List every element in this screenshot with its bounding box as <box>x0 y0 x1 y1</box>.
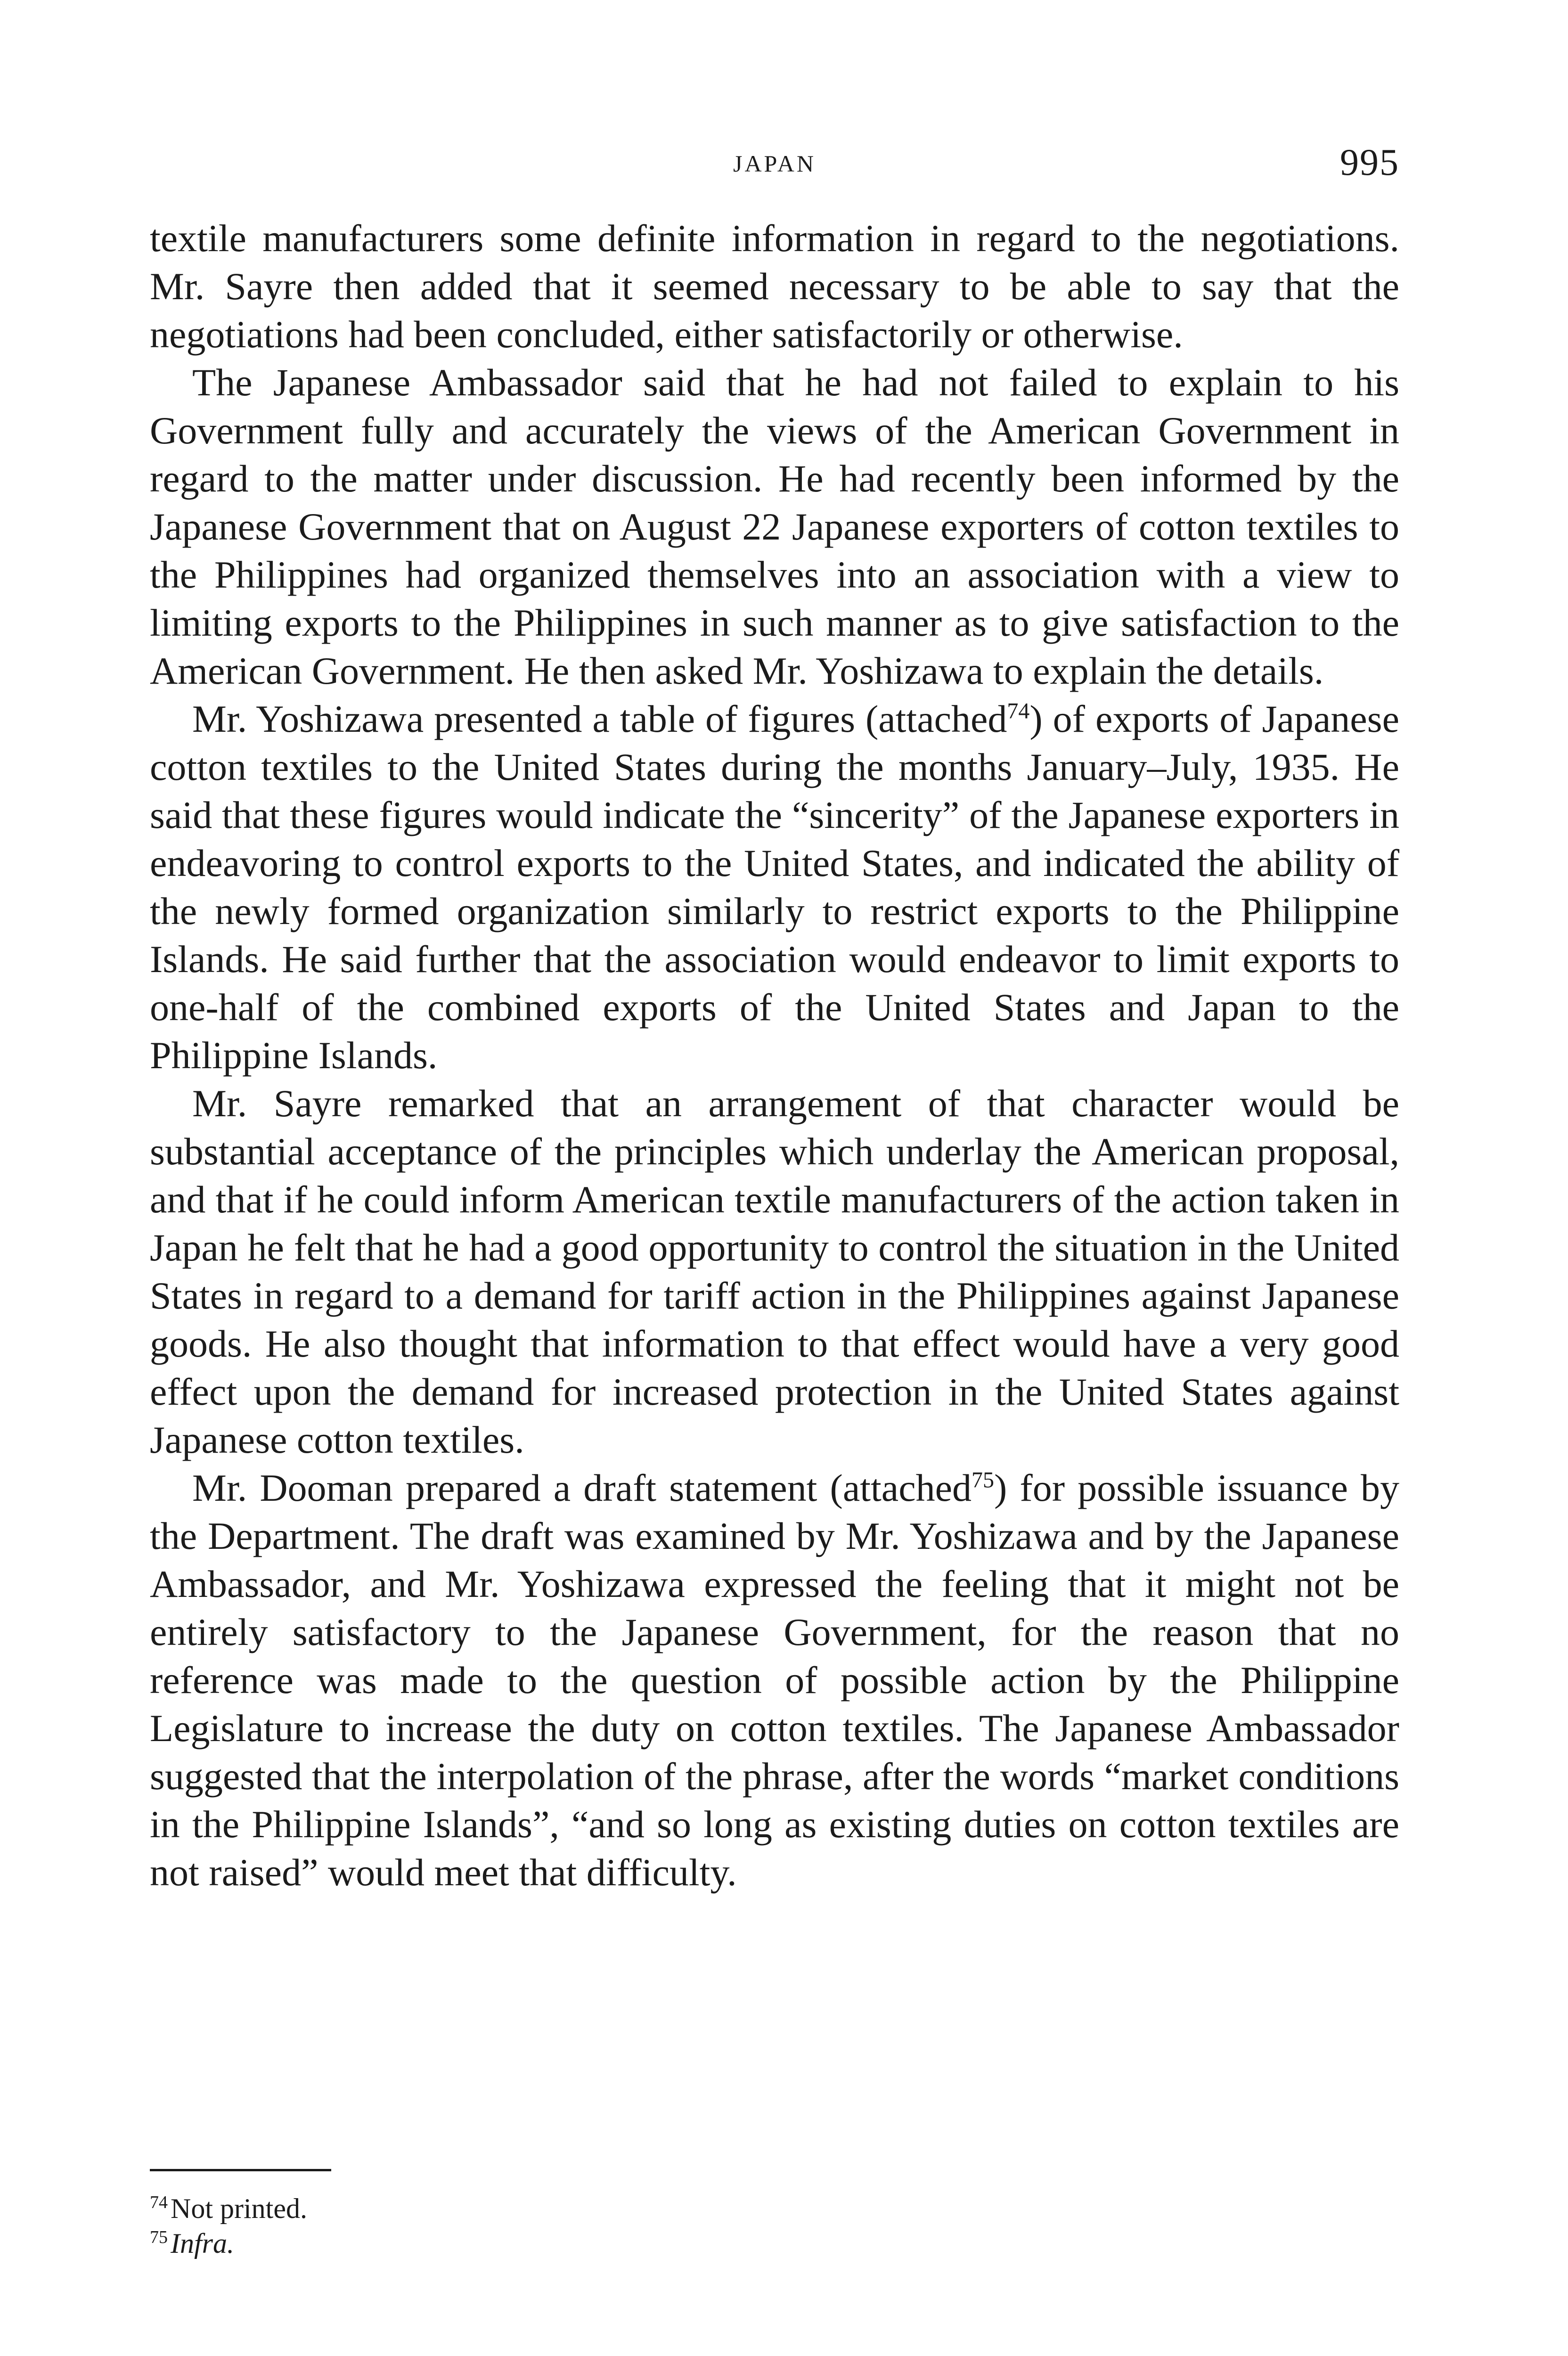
paragraph-4 <box>150 1080 1399 1464</box>
footnote-74-text: Not printed. <box>171 2193 307 2224</box>
running-title: JAPAN <box>733 150 816 177</box>
paragraph-3-text-before: Mr. Yoshizawa presented a table of figures (attached <box>192 697 1007 740</box>
footnote-rule <box>150 2169 331 2171</box>
footnote-75-mark: 75 <box>150 2227 168 2247</box>
page-number: 995 <box>1340 142 1399 183</box>
footnote-74-mark: 74 <box>150 2192 168 2212</box>
paragraph-5-text-after: ) for possible issuance by the Department. The draft was examined by Mr. Yoshizawa and by the Japanese Ambassador, and Mr. Yoshizawa expressed the feeling that it might not be entirely satisfactory to the Japanese Government, for the reason that no reference was made to the question of possible action by the Philippine Legislature to increase the duty on cotton textiles. The Japanese Ambassador suggested that the interpolation of the phrase, after the words “market conditions in the Philippine Islands”, “and so long as existing duties on cotton textiles are not raised” would meet that difficulty. <box>150 1466 1399 1894</box>
paragraph-3 <box>150 695 1399 1080</box>
body-text <box>150 214 1399 1897</box>
footnote-75-text: Infra. <box>171 2228 234 2259</box>
running-header <box>150 141 1399 193</box>
footnote-75 <box>150 2226 1399 2261</box>
paragraph-5-text-before: Mr. Dooman prepared a draft statement (attached <box>192 1466 972 1509</box>
footnote-reference-75: 75 <box>972 1467 994 1493</box>
footnote-74 <box>150 2191 1399 2226</box>
paragraph-4-text: Mr. Sayre remarked that an arrangement of that character would be substantial acceptance of the principles which underlay the American proposal, and that if he could inform American textile manufacturers of the action taken in Japan he felt that he had a good opportunity to control the situation in the United States in regard to a demand for tariff action in the Philippines against Japanese goods. He also thought that information to that effect would have a very good effect upon the demand for increased protection in the United States against Japanese cotton textiles. <box>150 1082 1399 1461</box>
paragraph-2 <box>150 359 1399 695</box>
footnotes <box>150 2191 1399 2261</box>
paragraph-3-text-after: ) of exports of Japanese cotton textiles to the United States during the months January–July, 1935. He said that these figures would indicate the “sincerity” of the Japanese exporters in endeavoring to control exports to the United States, and indicated the ability of the newly formed organization similarly to restrict exports to the Philippine Islands. He said further that the association would endeavor to limit exports to one-half of the combined exports of the United States and Japan to the Philippine Islands. <box>150 697 1399 1077</box>
paragraph-2-text: The Japanese Ambassador said that he had not failed to explain to his Government fully and accurately the views of the American Government in regard to the matter under discussion. He had recently been informed by the Japanese Government that on August 22 Japanese exporters of cotton textiles to the Philippines had organized themselves into an association with a view to limiting exports to the Philippines in such manner as to give satisfaction to the American Government. He then asked Mr. Yoshizawa to explain the details. <box>150 361 1399 692</box>
footnote-reference-74: 74 <box>1007 698 1030 724</box>
paragraph-5 <box>150 1464 1399 1897</box>
paragraph-1-text: textile manufacturers some definite information in regard to the negotiations. Mr. Sayre then added that it seemed necessary to be able to say that the negotiations had been concluded, either satisfactorily or otherwise. <box>150 217 1399 356</box>
paragraph-1 <box>150 214 1399 359</box>
